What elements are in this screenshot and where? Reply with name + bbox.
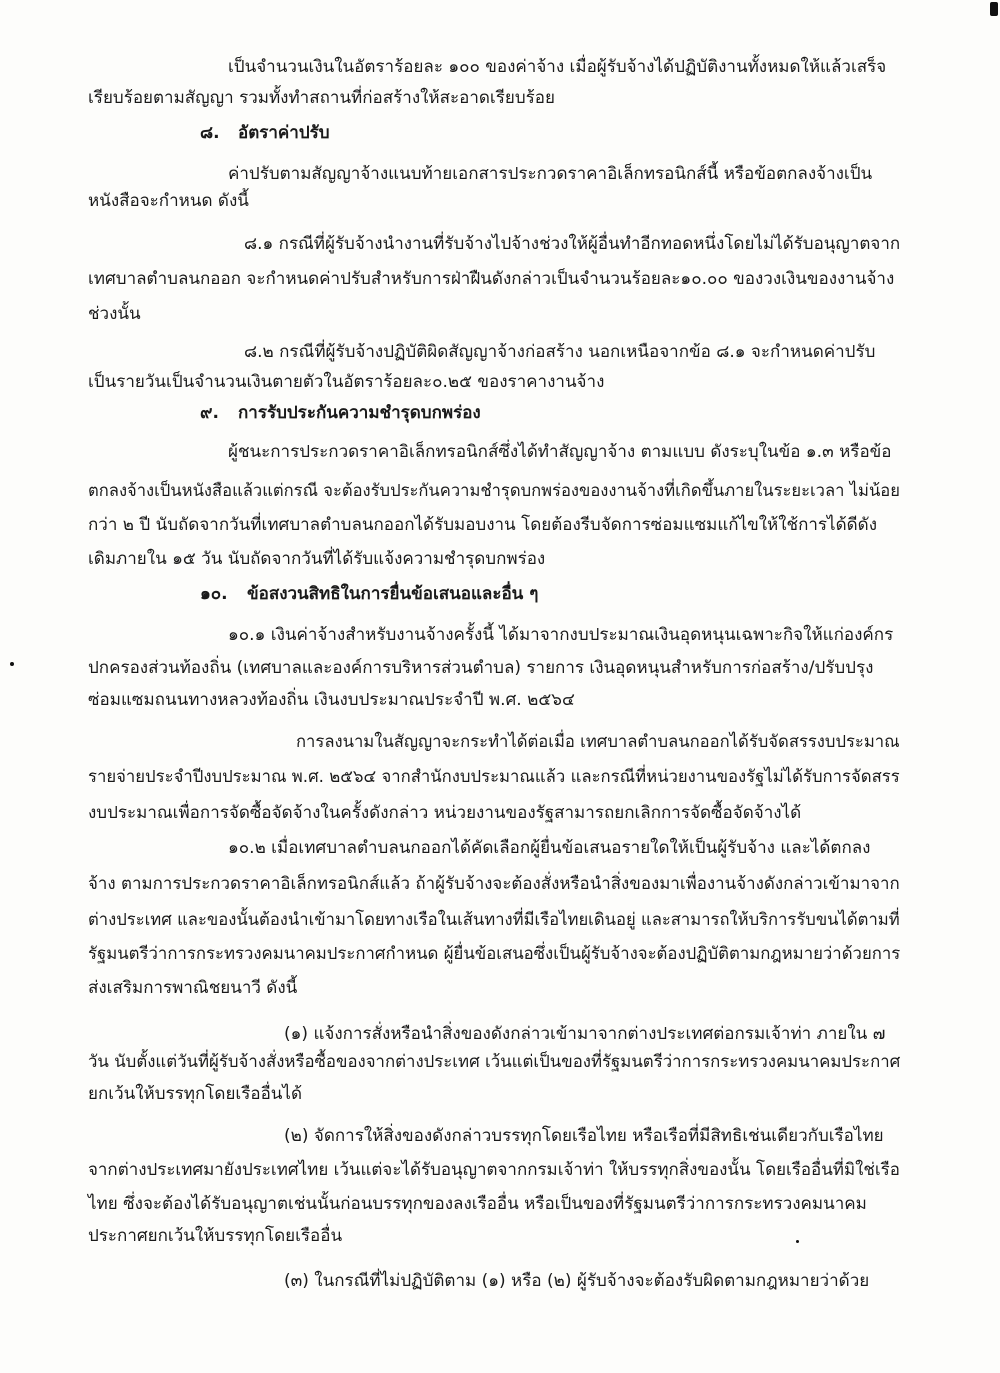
text-line: (๑) แจ้งการสั่งหรือนำสิ่งของดังกล่าวเข้ามาจากต่างประเทศต่อกรมเจ้าท่า ภายใน ๗: [284, 1024, 886, 1044]
text-line: (๒) จัดการให้สิ่งของดังกล่าวบรรทุกโดยเรือไทย หรือเรือที่มีสิทธิเช่นเดียวกับเรือไทย: [284, 1126, 884, 1146]
text-line: ปกครองส่วนท้องถิ่น (เทศบาลและองค์การบริหารส่วนตำบล) รายการ เงินอุดหนุนสำหรับการก่อสร้าง/ปรับปรุง: [88, 658, 874, 678]
text-line: เป็นรายวันเป็นจำนวนเงินตายตัวในอัตราร้อยละ๐.๒๕ ของราคางานจ้าง: [88, 372, 605, 392]
text-line: (๓) ในกรณีที่ไม่ปฏิบัติตาม (๑) หรือ (๒) ผู้รับจ้างจะต้องรับผิดตามกฎหมายว่าด้วย: [284, 1271, 870, 1291]
text-line: หนังสือจะกำหนด ดังนี้: [88, 191, 249, 211]
section-number: ๑๐.: [200, 584, 228, 604]
text-line: ประกาศยกเว้นให้บรรทุกโดยเรืออื่น: [88, 1226, 343, 1246]
text-line: การลงนามในสัญญาจะกระทำได้ต่อเมื่อ เทศบาลตำบลนกออกได้รับจัดสรรงบประมาณ: [296, 732, 900, 752]
text-line: ๑๐.๑ เงินค่าจ้างสำหรับงานจ้างครั้งนี้ ได้มาจากงบประมาณเงินอุดหนุนเฉพาะกิจให้แก่องค์กร: [228, 625, 894, 645]
scan-speck: [990, 2, 998, 16]
section-number: ๘.: [200, 123, 220, 143]
text-line: เป็นจำนวนเงินในอัตราร้อยละ ๑๐๐ ของค่าจ้าง เมื่อผู้รับจ้างได้ปฏิบัติงานทั้งหมดให้แล้วเสร็จ: [228, 57, 887, 77]
text-line: ๑๐.๒ เมื่อเทศบาลตำบลนกออกได้คัดเลือกผู้ยื่นข้อเสนอรายใดให้เป็นผู้รับจ้าง และได้ตกลง: [228, 838, 871, 858]
text-line: ค่าปรับตามสัญญาจ้างแนบท้ายเอกสารประกวดราคาอิเล็กทรอนิกส์นี้ หรือข้อตกลงจ้างเป็น: [228, 164, 873, 184]
section-number: ๙.: [200, 403, 219, 423]
text-line: กว่า ๒ ปี นับถัดจากวันที่เทศบาลตำบลนกออกได้รับมอบงาน โดยต้องรีบจัดการซ่อมแซมแก้ไขให้ใช้การได้ดีดัง: [88, 515, 878, 535]
text-line: ผู้ชนะการประกวดราคาอิเล็กทรอนิกส์ซึ่งได้ทำสัญญาจ้าง ตามแบบ ดังระบุในข้อ ๑.๓ หรือข้อ: [228, 442, 892, 462]
text-line: รายจ่ายประจำปีงบประมาณ พ.ศ. ๒๕๖๔ จากสำนักงบประมาณแล้ว และกรณีที่หน่วยงานของรัฐไม่ได้รับการจัดสรร: [88, 767, 900, 787]
text-line: เรียบร้อยตามสัญญา รวมทั้งทำสถานที่ก่อสร้างให้สะอาดเรียบร้อย: [88, 88, 555, 108]
text-line: ตกลงจ้างเป็นหนังสือแล้วแต่กรณี จะต้องรับประกันความชำรุดบกพร่องของงานจ้างที่เกิดขึ้นภายในระยะเวลา ไม่น้อย: [88, 481, 900, 501]
text-line: ส่งเสริมการพาณิชยนาวี ดังนี้: [88, 978, 298, 998]
text-line: เดิมภายใน ๑๕ วัน นับถัดจากวันที่ได้รับแจ้งความชำรุดบกพร่อง: [88, 549, 546, 569]
text-line: ต่างประเทศ และของนั้นต้องนำเข้ามาโดยทางเรือในเส้นทางที่มีเรือไทยเดินอยู่ และสามารถให้บริการรับขนได้ตามที่: [88, 910, 900, 930]
section-heading: การรับประกันความชำรุดบกพร่อง: [238, 403, 481, 423]
text-line: วัน นับตั้งแต่วันที่ผู้รับจ้างสั่งหรือซื้อของจากต่างประเทศ เว้นแต่เป็นของที่รัฐมนตรีว่าการกระทรวงคมนาคมประกาศ: [88, 1052, 901, 1072]
text-line: ช่วงนั้น: [88, 304, 141, 324]
text-line: ๘.๑ กรณีที่ผู้รับจ้างนำงานที่รับจ้างไปจ้างช่วงให้ผู้อื่นทำอีกทอดหนึ่งโดยไม่ได้รับอนุญาตจาก: [244, 234, 901, 254]
text-line: จากต่างประเทศมายังประเทศไทย เว้นแต่จะได้รับอนุญาตจากกรมเจ้าท่า ให้บรรทุกสิ่งของนั้น โดยเรืออื่นที่มิใช่เรือ: [88, 1160, 900, 1180]
section-heading: อัตราค่าปรับ: [238, 123, 330, 143]
text-line: รัฐมนตรีว่าการกระทรวงคมนาคมประกาศกำหนด ผู้ยื่นข้อเสนอซึ่งเป็นผู้รับจ้างจะต้องปฏิบัติตามกฎหมายว่าด้วยการ: [88, 944, 901, 964]
section-heading: ข้อสงวนสิทธิในการยื่นข้อเสนอและอื่น ๆ: [247, 584, 539, 604]
text-line: ไทย ซึ่งจะต้องได้รับอนุญาตเช่นนั้นก่อนบรรทุกของลงเรืออื่น หรือเป็นของที่รัฐมนตรีว่าการกระทรวงคมนาคม: [88, 1194, 867, 1214]
text-line: จ้าง ตามการประกวดราคาอิเล็กทรอนิกส์แล้ว ถ้าผู้รับจ้างจะต้องสั่งหรือนำสิ่งของมาเพื่องานจ้างดังกล่าวเข้ามาจาก: [88, 874, 900, 894]
scan-speck: [796, 1240, 799, 1243]
text-line: ซ่อมแซมถนนทางหลวงท้องถิ่น เงินงบประมาณประจำปี พ.ศ. ๒๕๖๔: [88, 690, 575, 710]
text-line: ๘.๒ กรณีที่ผู้รับจ้างปฏิบัติผิดสัญญาจ้างก่อสร้าง นอกเหนือจากข้อ ๘.๑ จะกำหนดค่าปรับ: [244, 342, 876, 362]
text-line: งบประมาณเพื่อการจัดซื้อจัดจ้างในครั้งดังกล่าว หน่วยงานของรัฐสามารถยกเลิกการจัดซื้อจัดจ้างได้: [88, 803, 802, 823]
scan-speck: [10, 662, 14, 666]
text-line: เทศบาลตำบลนกออก จะกำหนดค่าปรับสำหรับการฝ่าฝืนดังกล่าวเป็นจำนวนร้อยละ๑๐.๐๐ ของวงเงินของงานจ้าง: [88, 269, 895, 289]
text-line: ยกเว้นให้บรรทุกโดยเรืออื่นได้: [88, 1084, 302, 1104]
